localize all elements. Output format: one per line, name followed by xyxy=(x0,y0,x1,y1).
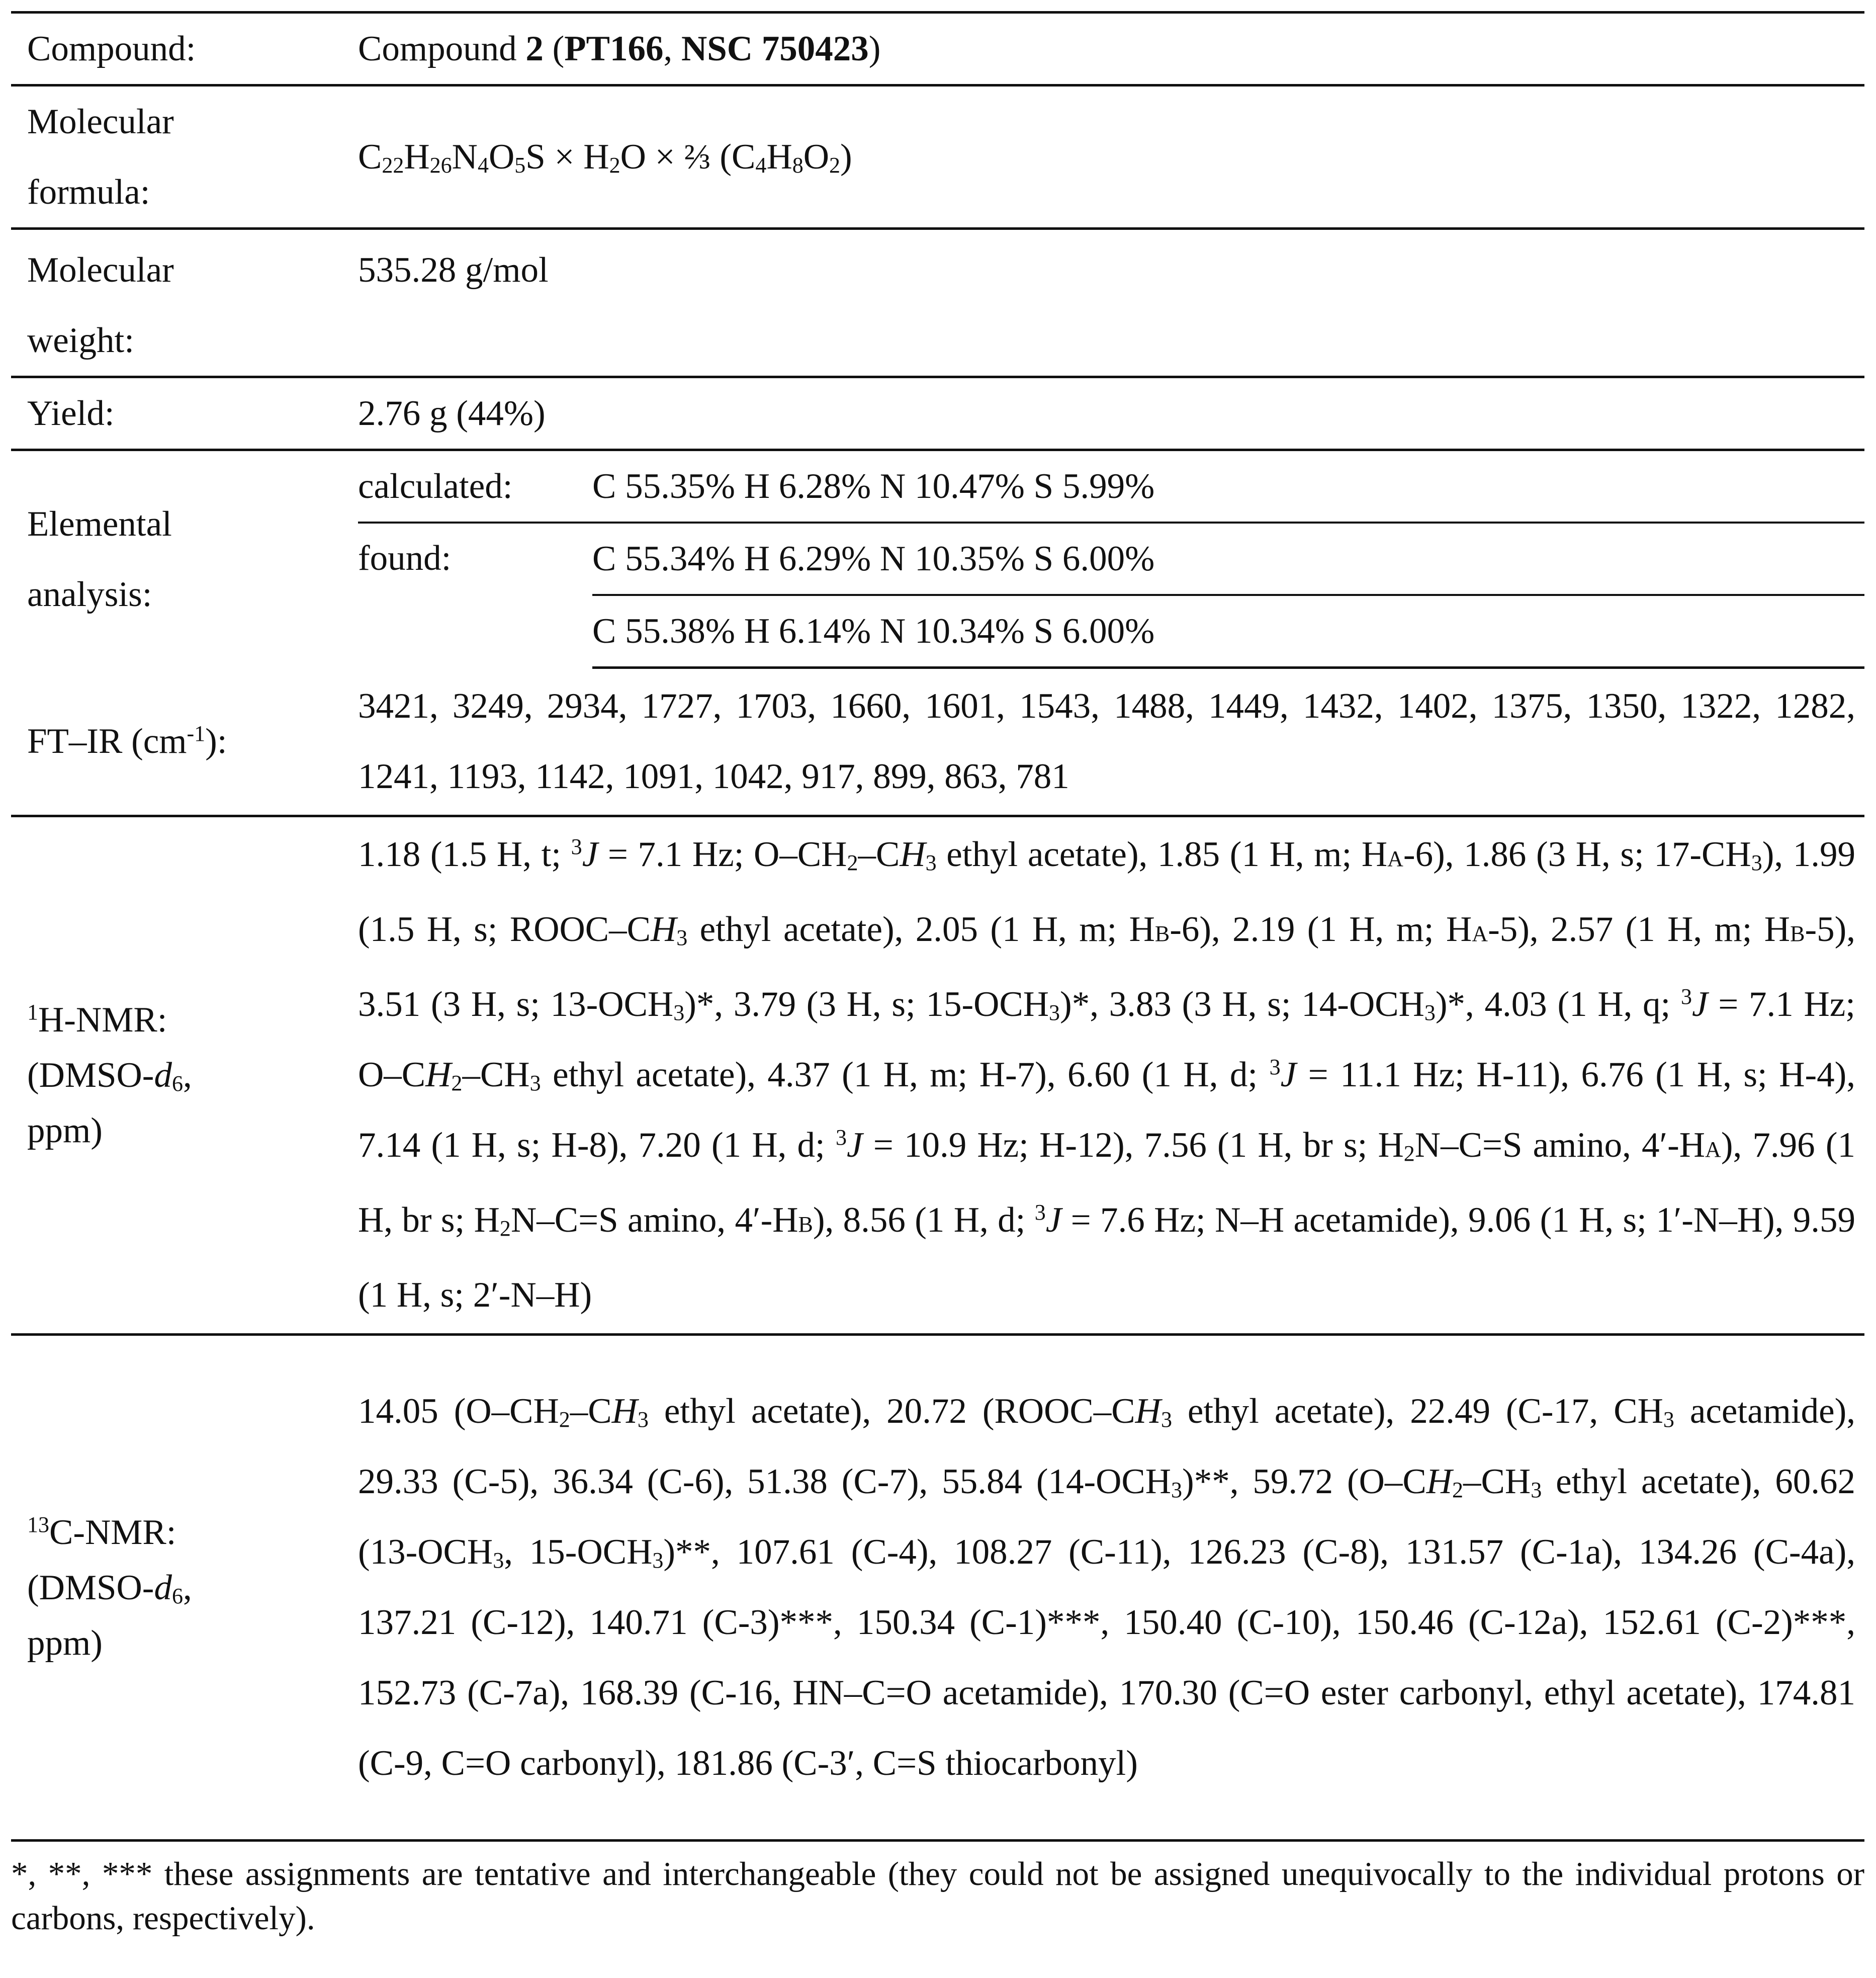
label-cnmr-rich: $^{13}$C-NMR: ($DMSO-d_6$, ppm) xyxy=(27,1512,192,1663)
label-calculated: calculated: xyxy=(358,467,513,506)
row-compound xyxy=(11,13,1864,85)
label-hnmr-rich: $^1$H-NMR: ($DMSO-d_6$, ppm) xyxy=(27,999,192,1150)
label-found xyxy=(358,523,592,668)
compound-data-table xyxy=(11,11,1864,1842)
value-ftir xyxy=(358,668,1864,816)
label-compound: Compound: xyxy=(11,13,358,85)
value-found-1: C 55.34% H 6.29% N 10.35% S 6.00% xyxy=(592,523,1864,595)
row-ftir xyxy=(11,668,1864,816)
row-cnmr xyxy=(11,1335,1864,1841)
ftir-text: 3421, 3249, 2934, 1727, 1703, 1660, 1601, 1543, 1488, 1449, 1432, 1402, 1375, 1350, 1322, 1282, 1241, 1193, 1142, 1091, 1042, 917, 899, 863, 781 xyxy=(358,686,1855,796)
compound-prefix: Compound xyxy=(358,29,526,68)
compound-code-pt: PT166 xyxy=(564,29,664,68)
value-formula xyxy=(358,85,1864,229)
label-formula-text: Molecular formula: xyxy=(27,102,174,212)
row-elemental-calculated xyxy=(11,450,1864,523)
label-formula xyxy=(11,85,358,229)
value-found-2: C 55.38% H 6.14% N 10.34% S 6.00% xyxy=(592,595,1864,668)
row-yield xyxy=(11,377,1864,450)
footnote: *, **, *** these assignments are tentative and interchangeable (they could not be assigned unequivocally to the individual protons or carbons, respectively). xyxy=(11,1855,1864,1937)
value-compound: Compound 2 (PT166, NSC 750423) xyxy=(358,13,1864,85)
cnmr-rich: 14.05 ($O-CH_2-CH_3$ ethyl acetate), 20.72 ($ROOC-CH_3$ ethyl acetate), 22.49 (C-17, $CH_3$ acetamide), 29.33 (C-5), 36.34 (C-6), 51.38 (C-7), 55.84 $(14-OCH_3)**$, 59.72 ($O-CH_2-CH_3$ ethyl acetate), 60.62 ($13-OCH_3$, $15-OCH_3)**$, 107.61 (C-4), 108.27 (C-11), 126.23 (C-8), 131.57 (C-1a), 134.26 (C-4a), 137.21 (C-12), 140.71 (C-3)***, 150.34 (C-1)***, 150.40 (C-10), 150.46 (C-12a), 152.61 (C-2)***, 152.73 (C-7a), 168.39 (C-16, HN–C=O acetamide), 170.30 (C=O ester carbonyl, ethyl acetate), 174.81 (C-9, C=O carbonyl), 181.86 (C-3′, C=S thiocarbonyl) xyxy=(358,1391,1855,1783)
value-cnmr xyxy=(358,1335,1864,1841)
row-hnmr xyxy=(11,816,1864,1335)
hnmr-rich: 1.18 (1.5 H, t; $^3$J = 7.1 Hz; $O-CH_2-CH_3$ ethyl acetate), 1.85 (1 H, m; HA-6), 1.86 (3 H, s; $17-CH_3$), 1.99 (1.5 H, s; ROOC–$CH_3$ ethyl acetate), 2.05 (1 H, m; HB-6), 2.19 (1 H, m; HA-5), 2.57 (1 H, m; HB-5), 3.51 (3 H, s; $13-OCH_3)*$, 3.79 (3 H, s; $15-OCH_3)*$, 3.83 (3 H, s; $14-OCH_3)*$, 4.03 (1 H, q; $^3$J = 7.1 Hz; $O-CH_2-CH_3$ ethyl acetate), 4.37 (1 H, m; H-7), 6.60 (1 H, d; $^3$J = 11.1 Hz; H-11), 6.76 (1 H, s; H-4), 7.14 (1 H, s; H-8), 7.20 (1 H, d; $^3$J = 10.9 Hz; H-12), 7.56 (1 H, br s; $H_2N-C=S$ amino, 4′-HA), 7.96 (1 H, br s; $H_2N-C=S$ amino, 4′-HB), 8.56 (1 H, d; $^3$J = 7.6 Hz; N–H acetamide), 9.06 (1 H, s; 1′-N–H), 9.59 (1 H, s; 2′-N–H) xyxy=(358,834,1856,1315)
label-found-text: found: xyxy=(358,539,452,578)
value-weight: 535.28 g/mol xyxy=(358,229,1864,377)
label-yield: Yield: xyxy=(11,377,358,450)
label-ftir-rich: FT–IR $(cm^{-1})$: xyxy=(27,721,227,761)
row-formula xyxy=(11,85,1864,229)
row-weight xyxy=(11,229,1864,377)
label-elemental-text: Elemental analysis: xyxy=(27,504,172,615)
label-weight xyxy=(11,229,358,377)
label-ftir xyxy=(11,668,358,816)
label-hnmr xyxy=(11,816,358,1335)
label-elemental xyxy=(11,450,358,668)
value-yield: 2.76 g (44%) xyxy=(358,377,1864,450)
label-weight-text: Molecular weight: xyxy=(27,250,174,360)
compound-number: 2 xyxy=(525,29,544,68)
data-table-container xyxy=(11,11,1864,1940)
formula-rich: $C_{22}H_{26}N_4O_5S \times H_2O$ × ⅔ $(C_4H_8O_2)$ xyxy=(358,137,852,178)
label-cnmr xyxy=(11,1335,358,1841)
value-calculated: C 55.35% H 6.28% N 10.47% S 5.99% xyxy=(592,467,1155,506)
value-hnmr xyxy=(358,816,1864,1335)
compound-code-nsc: NSC 750423 xyxy=(681,29,869,68)
